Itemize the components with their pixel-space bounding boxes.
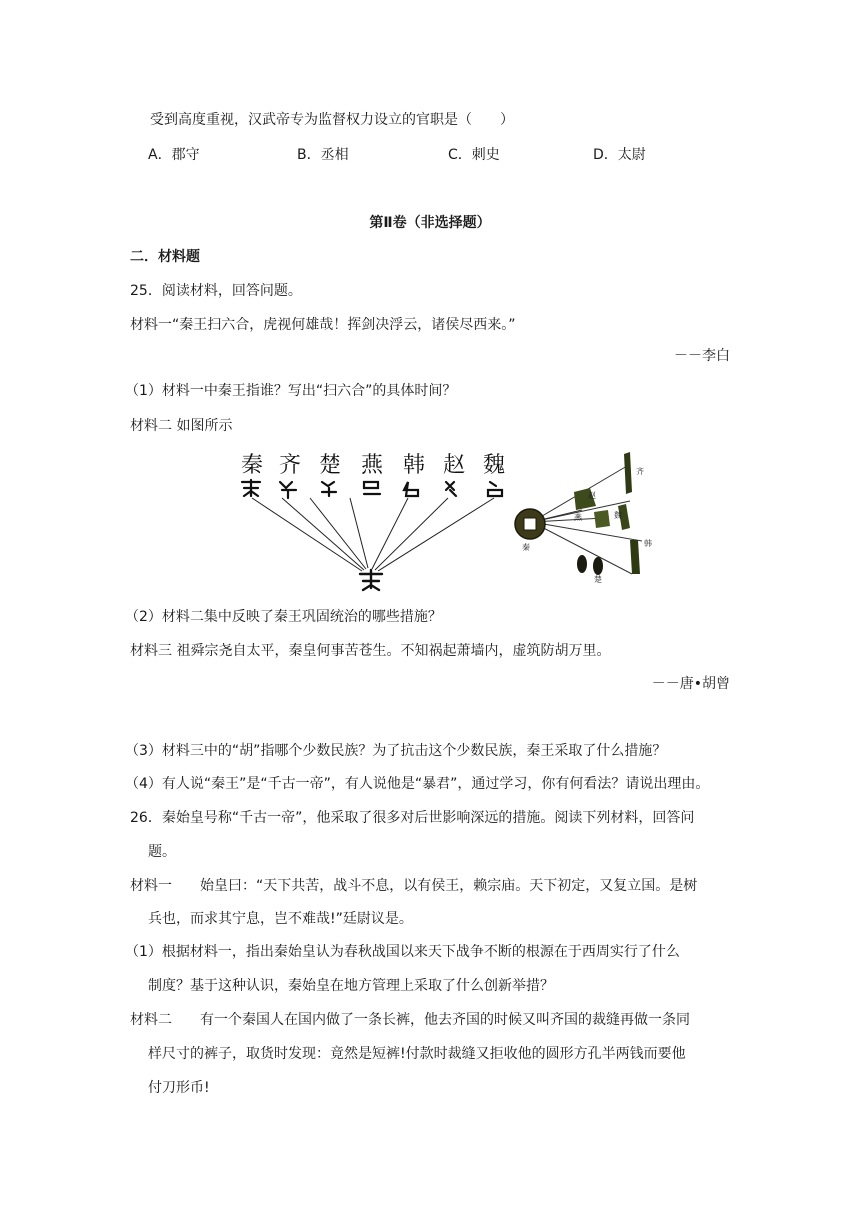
state-name-wei: 魏 [482,453,506,478]
ancient-glyph-zhao [446,482,456,496]
q25-material-1-source: －－李白 [674,348,730,364]
q25-material-3: 材料三 祖舜宗尧自太平，秦皇何事苦苍生。不知祸起萧墙内，虚筑防胡万里。 [130,643,611,659]
ancient-script-row [242,480,502,498]
map-label-han: 韩 [644,539,652,548]
q25-question-1: （1）材料一中秦王指谁？写出“扫六合”的具体时间？ [125,383,457,399]
center-glyph-qin [360,570,382,590]
q25-question-3: （3）材料三中的“胡”指哪个少数民族？为了抗击这个少数民族，秦王采取了什么措施？ [125,743,667,759]
state-name-han: 韩 [402,453,426,478]
map-label-zhao: 赵 [588,491,596,500]
state-name-qin: 秦 [240,453,264,478]
unification-figure [232,446,666,598]
ancient-glyph-wei [488,482,502,496]
q25-material-2: 材料二 如图所示 [130,418,233,434]
state-name-zhao: 赵 [442,453,466,478]
option-c: C．刺史 [448,147,500,163]
ant-nose-money-2 [593,557,603,575]
q26-material-2-line-3: 付刀形币! [148,1080,210,1096]
q26-material-2-line-1: 材料二 有一个秦国人在国内做了一条长裤，他去齐国的时候又叫齐国的裁缝再做一条同 [130,1012,690,1028]
options-row [148,145,748,165]
q25-material-1: 材料一“秦王扫六合，虎视何雄哉！挥剑决浮云，诸侯尽西来。” [130,317,516,333]
knife-money-2 [630,540,640,574]
fan-lines [252,498,494,571]
q25-question-2: （2）材料二集中反映了秦王巩固统治的哪些措施？ [125,609,442,625]
map-label-qin: 秦 [522,543,530,552]
part-heading: 二．材料题 [130,249,200,265]
option-b: B．丞相 [297,147,349,163]
section-title: 第Ⅱ卷（非选择题） [369,215,491,231]
q26-material-1-line-1: 材料一 始皇曰：“天下共苦，战斗不息，以有侯王，赖宗庙。天下初定，又复立国。是树 [130,878,698,894]
q25-intro: 25．阅读材料，回答问题。 [130,283,302,299]
ancient-glyph-chu [322,482,336,496]
option-d: D．太尉 [593,147,646,163]
q25-material-3-source: －－唐•胡曾 [651,676,730,692]
option-a: A．郡守 [148,147,200,163]
map-label-qi: 齐 [636,467,644,476]
ancient-glyph-qi [280,482,296,498]
q26-material-2-line-2: 样尺寸的裤子，取货时发现：竟然是短裤!付款时裁缝又拒收他的圆形方孔半两钱而要他 [148,1046,686,1062]
map-label-yan: 燕 [574,513,582,522]
ancient-glyph-qin [242,480,260,496]
q26-intro-line-2: 题。 [148,844,176,860]
q26-intro-line-1: 26．秦始皇号称“千古一帝”，他采取了很多对后世影响深远的措施。阅读下列材料，回答问 [130,810,695,826]
state-name-yan: 燕 [360,453,384,478]
map-label-chu: 楚 [594,575,602,584]
spade-money-2 [594,510,610,528]
knife-money [624,452,632,494]
q26-question-1-line-1: （1）根据材料一，指出秦始皇认为春秋战国以来天下战争不断的根源在于西周实行了什么 [125,944,680,960]
ancient-glyph-han [404,482,418,496]
map-illustration [515,452,652,584]
map-label-wei: 魏 [614,511,622,520]
ant-nose-money-1 [577,555,587,573]
q26-question-1-line-2: 制度？基于这种认识，秦始皇在地方管理上采取了什么创新举措？ [148,978,554,994]
q26-material-1-line-2: 兵也，而求其宁息，岂不难哉!”廷尉议是。 [148,911,413,927]
ancient-glyph-yan [364,482,380,494]
q25-question-4: （4）有人说“秦王”是“千古一帝”，有人说他是“暴君”，通过学习，你有何看法？请说出理由。 [125,776,710,792]
banliang-coin [515,509,545,539]
state-name-chu: 楚 [318,453,342,478]
question-stem: 受到高度重视，汉武帝专为监督权力设立的官职是（ ） [150,112,514,128]
state-name-qi: 齐 [278,453,302,478]
